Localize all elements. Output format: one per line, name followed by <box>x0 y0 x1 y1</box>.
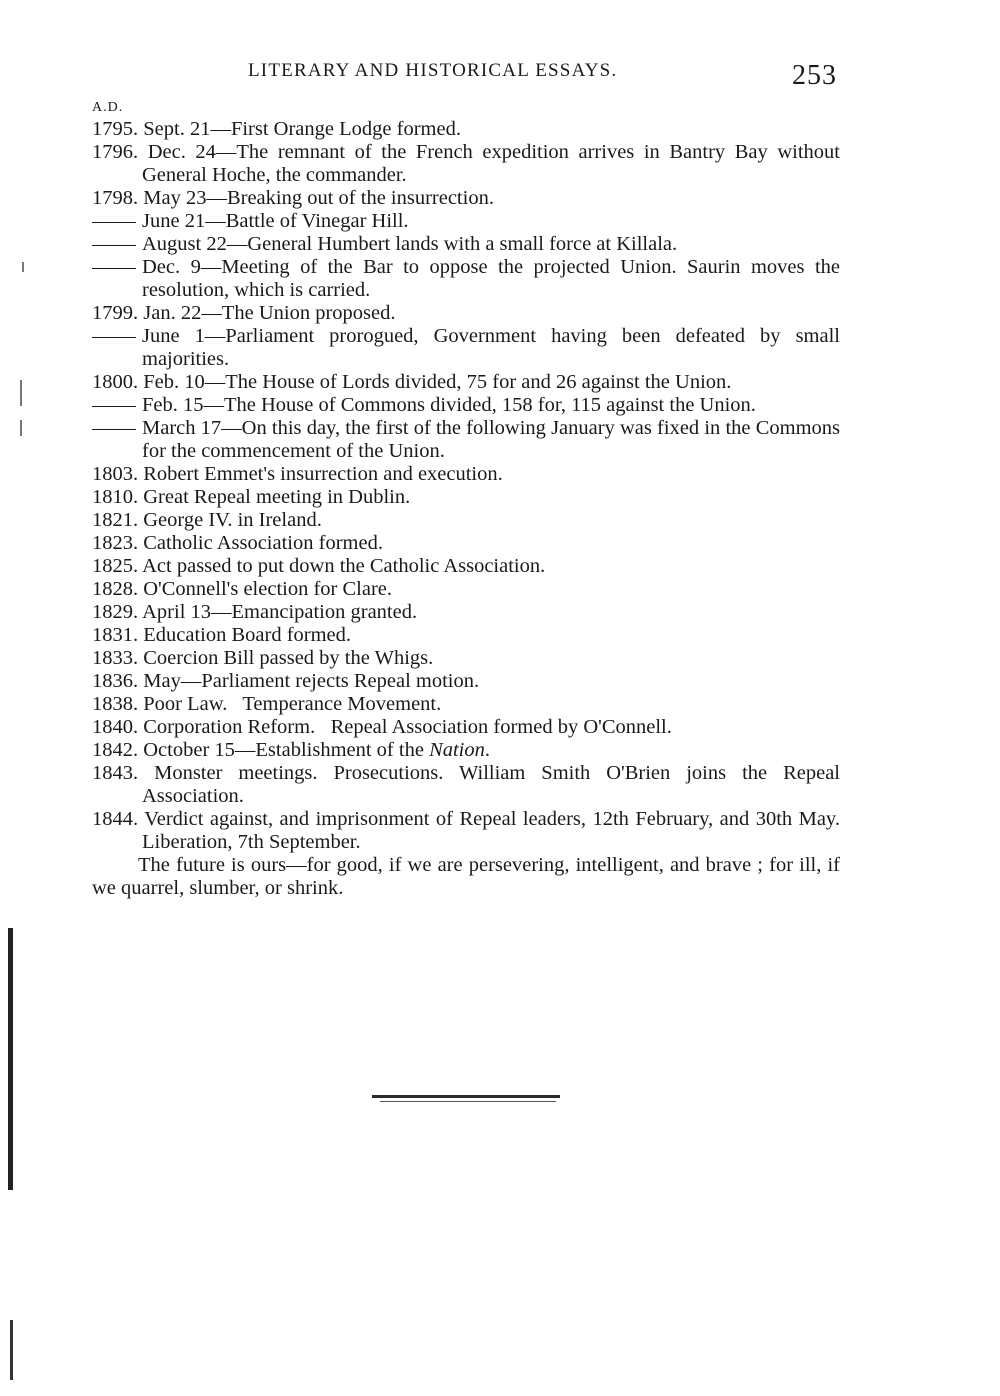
chronology-entry <box>92 532 840 555</box>
entry-year: 1821. <box>92 509 139 531</box>
chronology-entry <box>92 463 840 486</box>
entry-year: 1833. <box>92 647 139 669</box>
entry-text: August 22—General Humbert lands with a small force at Killala. <box>142 233 678 255</box>
scan-edge-mark-lower <box>10 1320 13 1380</box>
scan-edge-mark <box>8 928 13 1190</box>
chronology-entry <box>92 601 840 624</box>
entry-text: Catholic Association formed. <box>143 532 383 554</box>
nation-title: Nation <box>429 739 485 761</box>
entry-year: 1844. <box>92 808 139 830</box>
entry-text-after: . <box>484 739 491 761</box>
chronology-entry <box>92 187 840 210</box>
entry-text: Education Board formed. <box>143 624 352 646</box>
entry-text: O'Connell's election for Clare. <box>143 578 393 600</box>
chronology-entry <box>92 509 840 532</box>
entry-text: Poor Law. Temperance Movement. <box>143 693 442 715</box>
entry-text: Feb. 10—The House of Lords divided, 75 for and 26 against the Union. <box>143 371 732 393</box>
entry-year: 1829. <box>92 601 139 623</box>
chronology-entry <box>92 716 840 739</box>
entry-text: October 15—Establishment of the <box>143 739 430 761</box>
chronology-entry <box>92 670 840 693</box>
entry-year: 1795. <box>92 118 139 140</box>
entry-text: George IV. in Ireland. <box>143 509 322 531</box>
chronology-entry <box>92 578 840 601</box>
ditto-dash <box>92 325 142 348</box>
scan-speck <box>22 262 24 272</box>
scan-speck <box>20 420 22 436</box>
entry-year: 1796. <box>92 141 139 163</box>
running-head: LITERARY AND HISTORICAL ESSAYS. <box>248 60 618 81</box>
chronology-entry <box>92 647 840 670</box>
entry-text: Great Repeal meeting in Dublin. <box>143 486 411 508</box>
chronology-entry <box>92 325 840 371</box>
ditto-dash <box>92 394 142 417</box>
chronology-entry <box>92 141 840 187</box>
entry-year: 1838. <box>92 693 139 715</box>
entry-year: 1843. <box>92 762 139 784</box>
closing-paragraph: The future is ours—for good, if we are persevering, intelligent, and brave ; for ill, if we quarrel, slumber, or shrink. <box>92 854 840 899</box>
ditto-dash <box>92 256 142 279</box>
entry-text: Verdict against, and imprisonment of Repeal leaders, 12th February, and 30th May. Liberation, 7th September. <box>142 808 840 853</box>
chronology-entry <box>92 394 840 417</box>
chronology-entry <box>92 371 840 394</box>
chronology-entry <box>92 233 840 256</box>
entry-text: March 17—On this day, the first of the following January was fixed in the Commons for the commencement of the Union. <box>142 417 840 462</box>
entry-year: 1803. <box>92 463 139 485</box>
entry-year: 1823. <box>92 532 139 554</box>
entry-text: Jan. 22—The Union proposed. <box>143 302 396 324</box>
chronology-entry <box>92 808 840 854</box>
entry-text: Feb. 15—The House of Commons divided, 158 for, 115 against the Union. <box>142 394 756 416</box>
chronology-list <box>92 118 840 900</box>
era-label: A.D. <box>92 100 124 115</box>
entry-year: 1828. <box>92 578 139 600</box>
ditto-dash <box>92 233 142 256</box>
chronology-entry <box>92 693 840 716</box>
entry-year: 1842. <box>92 739 139 761</box>
chronology-entry <box>92 762 840 808</box>
entry-year: 1836. <box>92 670 139 692</box>
entry-text: Dec. 9—Meeting of the Bar to oppose the projected Union. Saurin moves the resolution, which is carried. <box>142 256 840 301</box>
chronology-entry <box>92 486 840 509</box>
entry-text: April 13—Emancipation granted. <box>142 601 418 623</box>
entry-year: 1799. <box>92 302 139 324</box>
chronology-entry <box>92 210 840 233</box>
entry-text: May 23—Breaking out of the insurrection. <box>143 187 494 209</box>
page-number: 253 <box>792 60 837 91</box>
entry-text: Corporation Reform. Repeal Association formed by O'Connell. <box>143 716 672 738</box>
entry-text: Robert Emmet's insurrection and execution. <box>143 463 503 485</box>
ditto-dash <box>92 210 142 233</box>
entry-text: Sept. 21—First Orange Lodge formed. <box>143 118 461 140</box>
entry-year: 1800. <box>92 371 139 393</box>
scan-speck <box>20 380 22 406</box>
entry-year: 1810. <box>92 486 139 508</box>
entry-year: 1840. <box>92 716 139 738</box>
entry-text: Dec. 24—The remnant of the French expedition arrives in Bantry Bay without General Hoche, the commander. <box>142 141 840 186</box>
entry-text: June 21—Battle of Vinegar Hill. <box>142 210 409 232</box>
entry-year: 1825. <box>92 555 139 577</box>
ditto-dash <box>92 417 142 440</box>
chronology-entry <box>92 256 840 302</box>
chronology-entry <box>92 555 840 578</box>
entry-text: June 1—Parliament prorogued, Government having been defeated by small majorities. <box>142 325 840 370</box>
chronology-entry <box>92 118 840 141</box>
chronology-entry <box>92 302 840 325</box>
section-end-rule-thin <box>380 1101 556 1102</box>
section-end-rule <box>372 1095 560 1098</box>
chronology-entry <box>92 417 840 463</box>
entry-text: Monster meetings. Prosecutions. William Smith O'Brien joins the Repeal Association. <box>142 762 840 807</box>
entry-text: Act passed to put down the Catholic Association. <box>142 555 546 577</box>
entry-text: May—Parliament rejects Repeal motion. <box>143 670 480 692</box>
entry-text: Coercion Bill passed by the Whigs. <box>143 647 434 669</box>
entry-year: 1831. <box>92 624 139 646</box>
entry-year: 1798. <box>92 187 139 209</box>
chronology-entry <box>92 739 840 762</box>
chronology-entry <box>92 624 840 647</box>
